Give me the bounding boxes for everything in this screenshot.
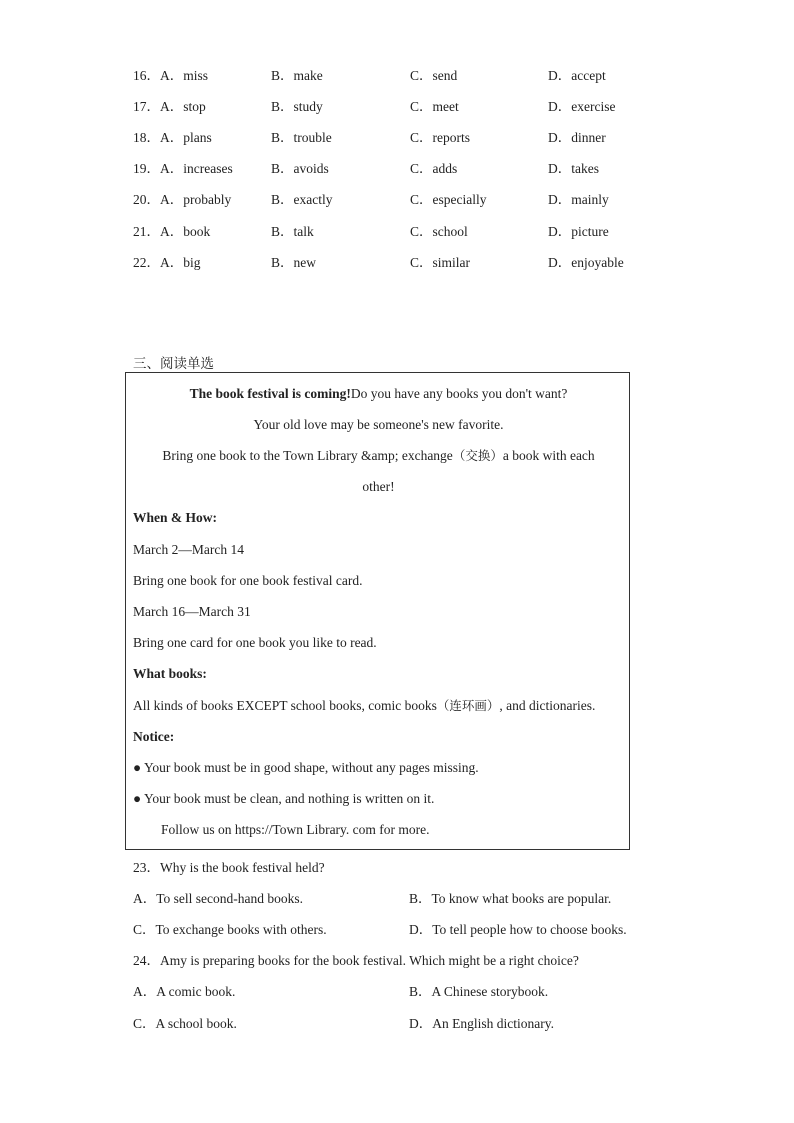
book-festival-notice [125,372,630,850]
option-letter: B． [271,255,294,270]
notice-heading: Notice: [133,729,175,744]
option-text: takes [571,161,599,176]
option-text: enjoyable [571,255,624,270]
option-text: talk [293,224,314,239]
what-heading: What books: [133,666,207,681]
option-letter: B． [271,192,294,207]
section-heading: 三、阅读单选 [133,356,214,372]
option-text: picture [571,224,609,239]
option-b[interactable] [271,253,316,273]
question-number: 18． [133,130,160,145]
option-text: big [183,255,201,270]
question-23-option-c[interactable]: C．To exchange books with others. [133,922,327,937]
option-text: send [432,68,458,83]
option-letter: B． [271,161,294,176]
option-text: plans [183,130,212,145]
question-number: 21． [133,224,160,239]
option-text: study [293,99,323,114]
what-books-text [133,696,595,716]
what-cjk: （连环画） [436,698,500,713]
option-text: trouble [293,130,332,145]
option-b[interactable] [271,66,323,86]
option-b[interactable] [271,222,314,242]
what-post: , and dictionaries. [499,698,596,713]
question-24-option-b[interactable]: B．A Chinese storybook. [409,984,549,999]
question-number: 22． [133,255,160,270]
option-c[interactable] [410,222,468,242]
option-text: stop [183,99,206,114]
question-number: 16． [133,68,160,83]
option-letter: D． [548,161,572,176]
bullet-1: ● Your book must be in good shape, without any pages missing. [133,760,479,775]
option-text: new [293,255,317,270]
option-d[interactable] [548,97,615,117]
notice-headline [126,384,631,404]
notice-line-2: Your old love may be someone's new favorite. [253,417,504,432]
question-number: 17． [133,99,160,114]
option-c[interactable] [410,190,487,210]
notice-line-4: other! [362,479,395,494]
rule-2: Bring one card for one book you like to read. [133,635,377,650]
option-letter: A． [160,130,184,145]
option-letter: A． [160,99,184,114]
option-text: adds [432,161,458,176]
option-letter: A． [160,161,184,176]
question-24-option-c[interactable]: C．A school book. [133,1016,237,1031]
option-text: make [293,68,323,83]
option-letter: C． [410,68,433,83]
option-text: meet [432,99,459,114]
option-d[interactable] [548,253,624,273]
option-letter: A． [160,68,184,83]
option-a[interactable] [160,66,208,86]
option-letter: C． [410,224,433,239]
question-number: 19． [133,161,160,176]
option-a[interactable] [160,97,206,117]
option-a[interactable] [160,159,233,179]
option-b[interactable] [271,159,329,179]
option-letter: B． [271,99,294,114]
option-letter: C． [410,161,433,176]
option-d[interactable] [548,190,609,210]
option-text: book [183,224,211,239]
option-letter: D． [548,192,572,207]
option-letter: A． [160,255,184,270]
question-23-stem: 23．Why is the book festival held? [133,860,325,875]
option-text: similar [432,255,471,270]
option-text: mainly [571,192,609,207]
option-text: increases [183,161,233,176]
option-b[interactable] [271,128,332,148]
option-d[interactable] [548,222,609,242]
option-letter: C． [410,192,433,207]
option-letter: B． [271,224,294,239]
headline-bold: The book festival is coming! [189,386,351,401]
option-letter: A． [160,224,184,239]
option-text: reports [432,130,471,145]
option-letter: B． [271,68,294,83]
date-range-1: March 2—March 14 [133,542,244,557]
option-letter: D． [548,130,572,145]
headline-rest: Do you have any books you don't want? [350,386,568,401]
option-text: probably [183,192,232,207]
line3-post: a book with each [502,448,595,463]
question-24-option-d[interactable]: D．An English dictionary. [409,1016,554,1031]
option-letter: B． [271,130,294,145]
option-b[interactable] [271,97,323,117]
line3-pre: Bring one book to the Town Library &amp; exchange [162,448,453,463]
follow-line: Follow us on https://Town Library. com for more. [161,822,430,837]
option-a[interactable] [160,253,201,273]
option-d[interactable] [548,128,606,148]
option-text: accept [571,68,606,83]
option-text: avoids [293,161,329,176]
option-a[interactable] [160,128,212,148]
question-24-option-a[interactable]: A．A comic book. [133,984,236,999]
option-d[interactable] [548,159,599,179]
notice-line-3 [126,446,631,466]
question-24-stem: 24．Amy is preparing books for the book festival. Which might be a right choice? [133,953,579,968]
option-text: especially [432,192,487,207]
option-text: dinner [571,130,606,145]
option-letter: C． [410,255,433,270]
option-text: exactly [293,192,333,207]
option-d[interactable] [548,66,606,86]
question-23-option-b[interactable]: B．To know what books are popular. [409,891,612,906]
option-text: school [432,224,468,239]
option-text: exercise [571,99,616,114]
option-c[interactable] [410,253,470,273]
question-number: 20． [133,192,160,207]
option-c[interactable] [410,66,457,86]
line3-cjk: （交换） [452,448,503,463]
option-letter: D． [548,99,572,114]
option-letter: D． [548,68,572,83]
option-c[interactable] [410,128,470,148]
option-letter: C． [410,130,433,145]
bullet-2: ● Your book must be clean, and nothing is written on it. [133,791,435,806]
option-text: miss [183,68,209,83]
rule-1: Bring one book for one book festival card. [133,573,363,588]
option-c[interactable] [410,159,457,179]
option-a[interactable] [160,190,231,210]
when-heading: When & How: [133,510,217,525]
what-pre: All kinds of books EXCEPT school books, comic books [133,698,437,713]
option-letter: D． [548,224,572,239]
option-letter: C． [410,99,433,114]
option-a[interactable] [160,222,210,242]
question-23-option-a[interactable]: A．To sell second-hand books. [133,891,304,906]
option-b[interactable] [271,190,333,210]
option-letter: D． [548,255,572,270]
question-23-option-d[interactable]: D．To tell people how to choose books. [409,922,627,937]
option-letter: A． [160,192,184,207]
date-range-2: March 16—March 31 [133,604,251,619]
option-c[interactable] [410,97,459,117]
